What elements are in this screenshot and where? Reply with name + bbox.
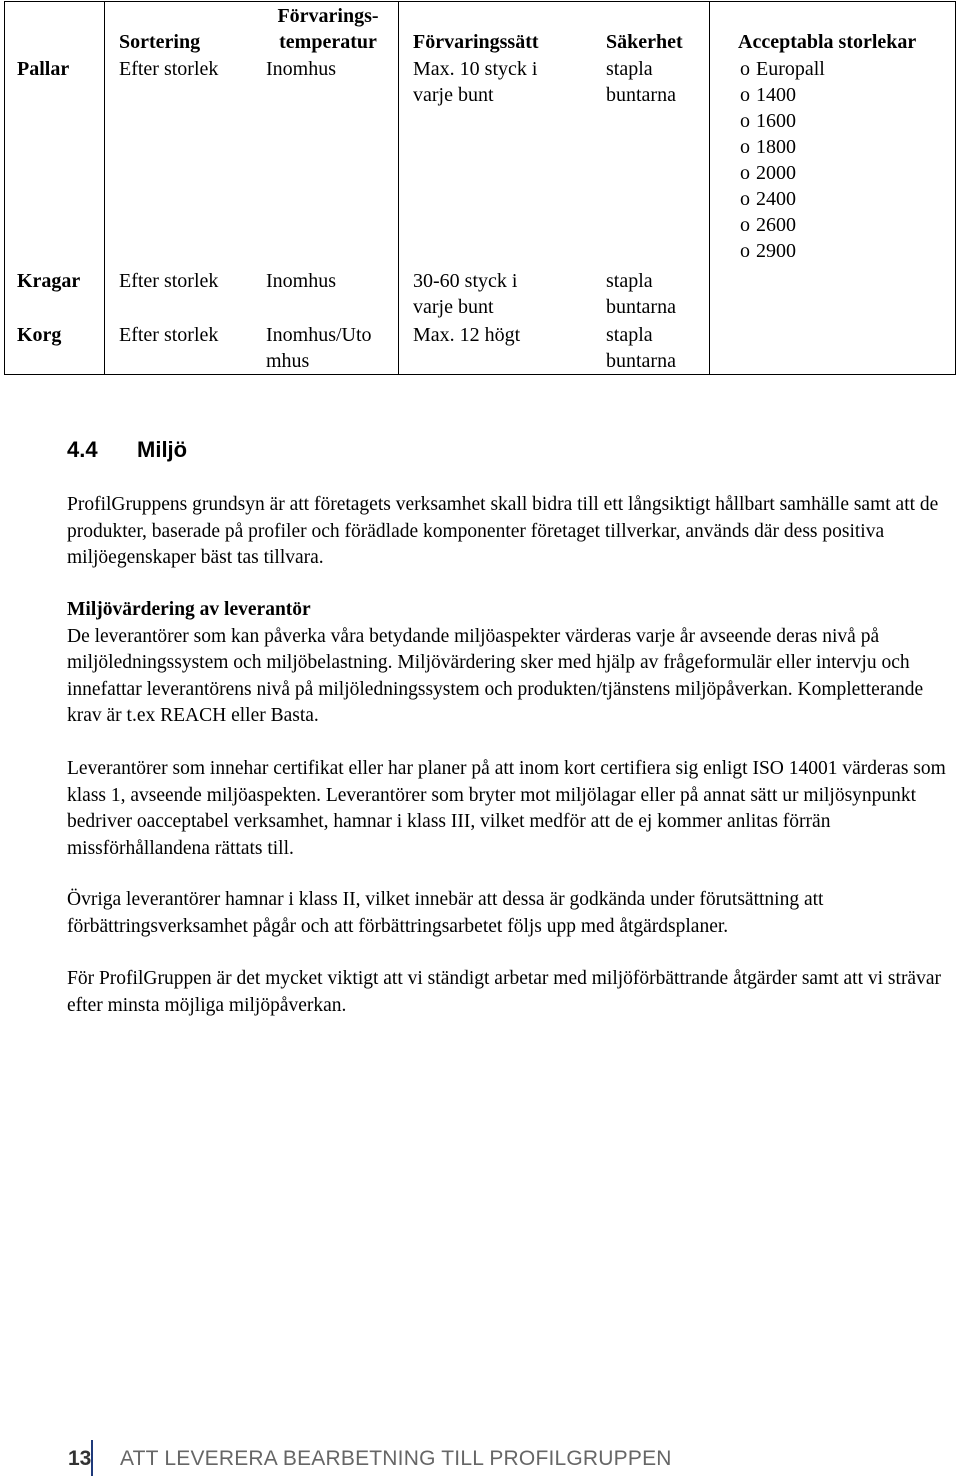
intro-paragraph: ProfilGruppens grundsyn är att företagets verksamhet skall bidra till ett långsiktigt hållbart samhälle samt att de produkter, baserade på profiler och förädlade komponenter företaget tillverkar, används där dess positiva miljöegenskaper bäst tas tillvara. [67, 494, 939, 568]
sizes-list [740, 56, 825, 264]
table-col-divider [104, 1, 105, 375]
list-item: o 2000 [740, 162, 796, 184]
supplier-evaluation-block [67, 597, 957, 730]
list-item: o 2600 [740, 214, 796, 236]
table-border-bottom [4, 374, 956, 375]
row-korg-temp-line2: mhus [266, 350, 310, 372]
row-korg-sakerhet-line1: stapla [606, 324, 653, 346]
list-item: o 1400 [740, 84, 796, 106]
table-border-left [4, 1, 5, 375]
footer-title: ATT LEVERERA BEARBETNING TILL PROFILGRUPPEN [120, 1447, 672, 1470]
paragraph-closing: För ProfilGruppen är det mycket viktigt att vi ständigt arbetar med miljöförbättrande åtgärder samt att vi strävar efter minsta möjliga miljöpåverkan. [67, 968, 941, 1016]
row-pallar-satt-line2: varje bunt [413, 84, 494, 106]
header-temperatur-line2: temperatur [279, 31, 377, 53]
row-pallar-satt-line1: Max. 10 styck i [413, 58, 538, 80]
paragraph-iso: Leverantörer som innehar certifikat eller har planer på att inom kort certifiera sig enligt ISO 14001 värderas som klass 1, avseende miljöaspekten. Leverantörer som bryter mot miljölagar eller på annat sätt ur miljösynpunkt bedriver oacceptabel verksamhet, hamnar i klass III, vilket medför att de ej kommer anlitas förrän missförhållandena rättats till. [67, 758, 946, 859]
row-name-kragar: Kragar [17, 270, 81, 292]
header-temperatur-line1: Förvarings- [277, 5, 379, 27]
section-title: Miljö [137, 437, 188, 462]
row-kragar-sortering: Efter storlek [119, 270, 219, 292]
row-kragar-temp: Inomhus [266, 270, 336, 292]
header-acceptabla-storlekar: Acceptabla storlekar [738, 31, 917, 53]
table-col-divider [709, 1, 710, 375]
row-kragar-sakerhet-line2: buntarna [606, 296, 676, 318]
row-name-pallar: Pallar [17, 58, 70, 80]
table-border-right [955, 1, 956, 375]
row-pallar-sortering: Efter storlek [119, 58, 219, 80]
row-pallar-sakerhet-line1: stapla [606, 58, 653, 80]
list-item: o Europall [740, 58, 825, 80]
table-border-top [4, 1, 956, 2]
section-number: 4.4 [67, 437, 98, 462]
footer-divider [91, 1440, 93, 1476]
row-pallar-sakerhet-line2: buntarna [606, 84, 676, 106]
row-korg-satt: Max. 12 högt [413, 324, 521, 346]
row-korg-sortering: Efter storlek [119, 324, 219, 346]
row-korg-sakerhet-line2: buntarna [606, 350, 676, 372]
row-pallar-temp: Inomhus [266, 58, 336, 80]
list-item: o 2400 [740, 188, 796, 210]
header-forvaringssatt: Förvaringssätt [413, 31, 539, 53]
page-number: 13 [68, 1447, 92, 1470]
list-item: o 2900 [740, 240, 796, 262]
header-sortering: Sortering [119, 31, 201, 53]
table-col-divider [398, 1, 399, 375]
paragraph-evaluation: De leverantörer som kan påverka våra betydande miljöaspekter värderas varje år avseende deras nivå på miljöledningssystem och miljöbelastning. Miljövärdering sker med hjälp av frågeformulär eller intervju och innefattar leverantörens nivå på miljöledningssystem och produkten/tjänstens miljöpåverkan. Kompletterande krav är t.ex REACH eller Basta. [67, 625, 924, 726]
row-kragar-satt-line1: 30-60 styck i [413, 270, 518, 292]
row-kragar-sakerhet-line1: stapla [606, 270, 653, 292]
row-name-korg: Korg [17, 324, 62, 346]
row-kragar-satt-line2: varje bunt [413, 296, 494, 318]
row-korg-temp-line1: Inomhus/Uto [266, 324, 372, 346]
paragraph-klass-ii: Övriga leverantörer hamnar i klass II, vilket innebär att dessa är godkända under förutsättning att förbättringsverksamhet pågår och att förbättringsarbetet följs upp med åtgärdsplaner. [67, 889, 824, 937]
list-item: o 1800 [740, 136, 796, 158]
header-sakerhet: Säkerhet [606, 31, 683, 53]
list-item: o 1600 [740, 110, 796, 132]
subheading-miljovardering: Miljövärdering av leverantör [67, 599, 311, 620]
